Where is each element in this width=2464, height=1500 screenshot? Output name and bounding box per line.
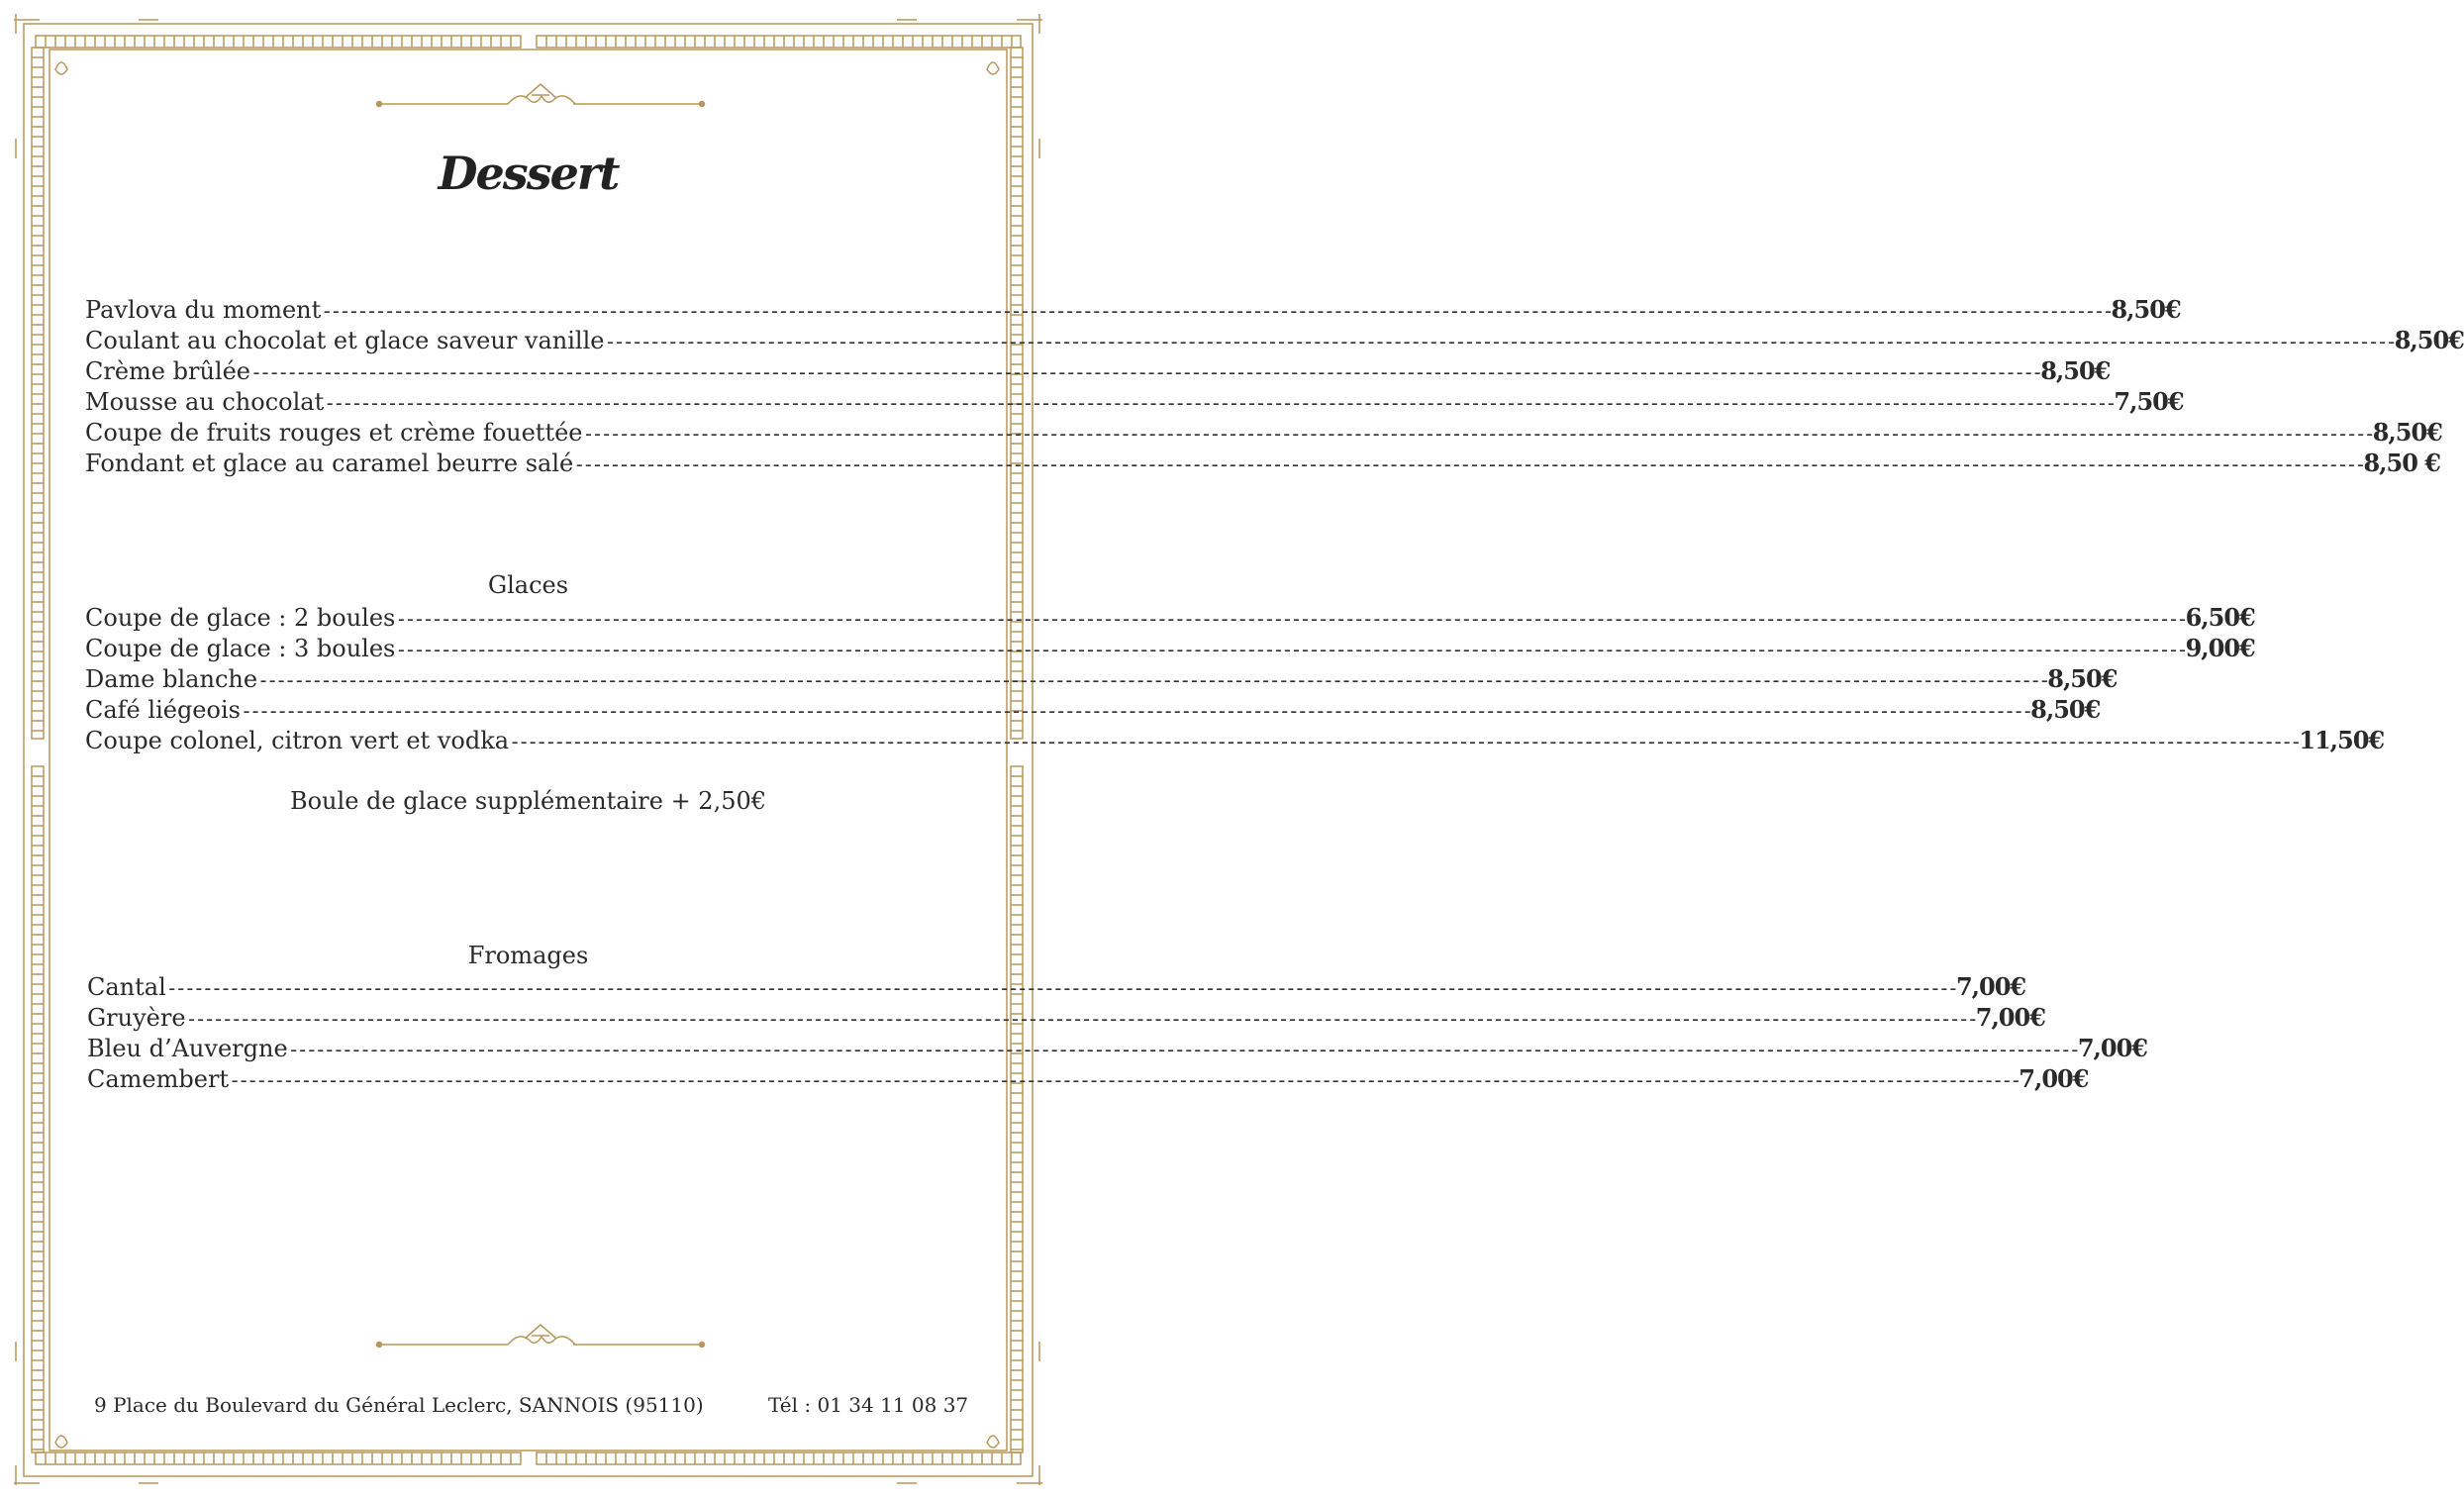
menu-item: [87, 1063, 2089, 1094]
item-name: Gruyère: [87, 1004, 186, 1032]
flourish-dot: [700, 102, 705, 107]
glaces-heading: Glaces: [487, 571, 569, 599]
dot-leader: --------------------------------------------------------------------------------------------------------------------------------------------------------------------------------------------------------: [395, 607, 2186, 631]
flourish-dot: [700, 1343, 705, 1348]
ladder-band: [1011, 766, 1023, 1452]
item-price: 9,00€: [2185, 634, 2255, 662]
item-name: Coulant au chocolat et glace saveur vanille: [85, 327, 605, 354]
item-price: 8,50 €: [2363, 449, 2440, 477]
dot-leader: --------------------------------------------------------------------------------------------------------------------------------------------------------------------------------------------------------: [324, 391, 2115, 415]
extra-scoop-note: Boule de glace supplémentaire + 2,50€: [289, 787, 767, 815]
dot-leader: --------------------------------------------------------------------------------------------------------------------------------------------------------------------------------------------------------: [257, 668, 2048, 692]
item-name: Bleu d’Auvergne: [87, 1035, 288, 1062]
item-name: Coupe de glace : 2 boules: [85, 604, 396, 632]
footer-address: 9 Place du Boulevard du Général Leclerc, SANNOIS (95110): [94, 1393, 704, 1417]
item-name: Camembert: [87, 1065, 230, 1093]
dot-leader: --------------------------------------------------------------------------------------------------------------------------------------------------------------------------------------------------------: [250, 360, 2041, 384]
corner-ornament: [55, 62, 67, 74]
ladder-rungs: [32, 776, 44, 1450]
item-name: Dame blanche: [85, 665, 258, 693]
dot-leader: --------------------------------------------------------------------------------------------------------------------------------------------------------------------------------------------------------: [229, 1068, 2020, 1092]
glaces-list: [85, 602, 2385, 755]
menu-item: [87, 1033, 2147, 1063]
ladder-band: [537, 1452, 1021, 1464]
item-price: 8,50€: [2394, 326, 2464, 354]
ladder-rungs: [546, 1452, 1012, 1464]
item-price: 6,50€: [2185, 603, 2255, 632]
menu-item: [85, 448, 2440, 478]
page-title: Dessert: [438, 147, 619, 200]
footer-phone: Tél : 01 34 11 08 37: [768, 1393, 969, 1417]
ladder-band: [36, 36, 521, 48]
item-price: 7,00€: [2019, 1064, 2089, 1093]
ladder-rungs: [46, 1452, 511, 1464]
corner-ornament: [987, 62, 999, 74]
item-price: 8,50€: [2372, 418, 2442, 447]
item-name: Coupe colonel, citron vert et vodka: [85, 727, 510, 754]
dot-leader: --------------------------------------------------------------------------------------------------------------------------------------------------------------------------------------------------------: [395, 638, 2186, 661]
flourish-ornament: [508, 84, 575, 104]
menu-item: [85, 725, 2385, 755]
menu-item: [87, 971, 2026, 1002]
dot-leader: --------------------------------------------------------------------------------------------------------------------------------------------------------------------------------------------------------: [240, 699, 2031, 723]
item-price: 7,00€: [2077, 1034, 2147, 1062]
ladder-rungs: [1011, 776, 1023, 1450]
dot-leader: --------------------------------------------------------------------------------------------------------------------------------------------------------------------------------------------------------: [573, 452, 2364, 476]
item-price: 7,50€: [2114, 387, 2184, 416]
dot-leader: --------------------------------------------------------------------------------------------------------------------------------------------------------------------------------------------------------: [165, 976, 1956, 1000]
item-price: 8,50€: [2111, 295, 2181, 324]
dot-leader: --------------------------------------------------------------------------------------------------------------------------------------------------------------------------------------------------------: [604, 330, 2395, 353]
menu-item: [85, 355, 2111, 386]
menu-item: [85, 663, 2118, 694]
ladder-rungs: [546, 36, 1012, 48]
ladder-band: [537, 36, 1021, 48]
menu-item: [85, 633, 2255, 663]
item-price: 8,50€: [2047, 664, 2118, 693]
item-name: Coupe de glace : 3 boules: [85, 635, 396, 662]
menu-item: [85, 694, 2101, 725]
fromages-list: [87, 971, 2147, 1094]
item-name: Cantal: [87, 973, 166, 1001]
item-name: Pavlova du moment: [85, 296, 322, 324]
menu-item: [85, 294, 2181, 325]
menu-item: [85, 417, 2442, 448]
menu-item: [85, 602, 2255, 633]
item-price: 7,00€: [1955, 972, 2026, 1001]
dot-leader: --------------------------------------------------------------------------------------------------------------------------------------------------------------------------------------------------------: [509, 730, 2300, 753]
fromages-heading: Fromages: [467, 942, 589, 969]
menu-item: [85, 386, 2184, 417]
dot-leader: --------------------------------------------------------------------------------------------------------------------------------------------------------------------------------------------------------: [185, 1007, 1976, 1031]
ladder-band: [32, 766, 44, 1452]
corner-ornament: [55, 1436, 67, 1448]
item-price: 8,50€: [2030, 695, 2101, 724]
menu-item: [85, 325, 2464, 355]
ladder-rungs: [46, 36, 511, 48]
flourish-dot: [377, 1343, 382, 1348]
item-price: 11,50€: [2299, 726, 2385, 754]
dessert-list: [85, 294, 2464, 478]
ladder-band: [36, 1452, 521, 1464]
dot-leader: --------------------------------------------------------------------------------------------------------------------------------------------------------------------------------------------------------: [321, 299, 2112, 323]
corner-ornament: [987, 1436, 999, 1448]
item-name: Café liégeois: [85, 696, 241, 724]
item-name: Coupe de fruits rouges et crème fouettée: [85, 419, 583, 447]
menu-item: [87, 1002, 2045, 1033]
item-name: Fondant et glace au caramel beurre salé: [85, 450, 574, 477]
flourish-ornament: [508, 1325, 575, 1345]
dot-leader: --------------------------------------------------------------------------------------------------------------------------------------------------------------------------------------------------------: [287, 1038, 2078, 1061]
dot-leader: --------------------------------------------------------------------------------------------------------------------------------------------------------------------------------------------------------: [582, 422, 2373, 446]
flourish-dot: [377, 102, 382, 107]
item-price: 8,50€: [2040, 356, 2111, 385]
item-name: Mousse au chocolat: [85, 388, 325, 416]
item-name: Crème brûlée: [85, 357, 251, 385]
item-price: 7,00€: [1975, 1003, 2045, 1032]
